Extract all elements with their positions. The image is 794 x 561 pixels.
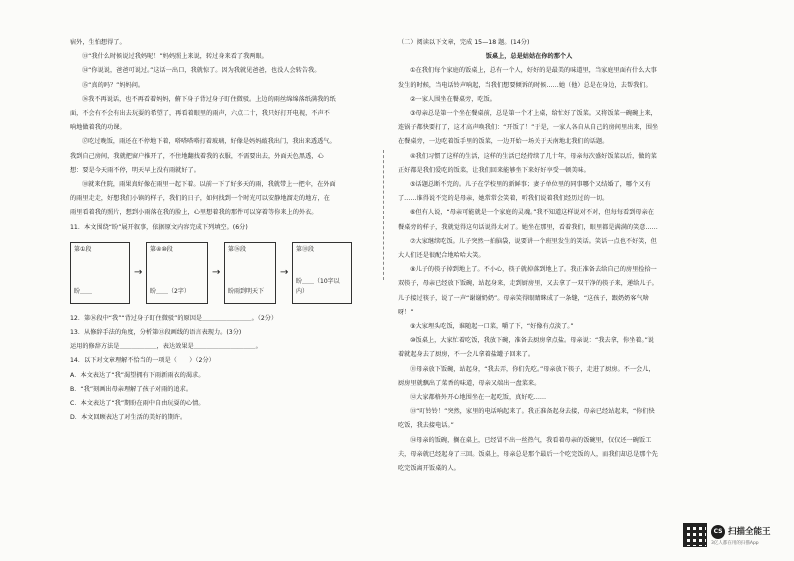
paragraph: ⑯我不再说话，也不再看着妈妈，俯下身子背过身子盯住微驳。上边的雨丝绵绵落纸满我的纸面，不会有不会有出去玩耍的希望了，再看着眼里的雨声，六点二十，我只好打开电视，不声不响地做着我的功课。: [70, 95, 336, 132]
question-11: 11．本文围绕“盼”展开叙事，依据原文内容完成下列填空。(6分): [70, 223, 248, 231]
paragraph: ⑤话题总断不完的。儿子在学校里的新鲜事；妻子单位里的同事哪个又结婚了，哪个又有了……谁得说不完的是母亲，她常常会笑着，听我们说着我们经历过的一切。: [398, 181, 651, 203]
flow-box-2: [146, 242, 208, 304]
paragraph: ⑮“真的吗？”妈妈问。: [82, 81, 145, 89]
flow-box-blank: 盼＿＿: [74, 287, 93, 295]
question-14: 14．以下对文章理解不恰当的一项是（ ）（2分）: [70, 357, 215, 365]
paragraph: ⑰吃过晚饭，雨还在不停地下着，嗒嗒嗒嗒打着玻璃，好像是妈妈敲我出门，我出来透透气。我到自己房间，我就把窗户推开了，不住地翻找着我的衣服，不需要出去，外面天色黑透，心想：要是今天雨不停，明天早上没有雨就好了。: [70, 138, 336, 174]
camscanner-logo-icon: CS: [711, 525, 725, 539]
paragraph: ⑱就来住院，雨果真好像在雨里一起下着。以前一下了好多天的雨，我就带上一把伞，在外面的雨里走走，好想我们小镇的样子，我们的日子，如何找到一个时光可以安静地溜走的地方，在雨里看着我的照片，想到小雨落在我的脸上，心里想着我的那件可以穿着等你来上的外衣。: [70, 181, 336, 217]
flow-box-label: 第⑯段: [228, 245, 247, 253]
flow-chart: [70, 238, 340, 310]
scanner-tagline: 3亿人都在用的扫描App: [711, 541, 759, 546]
arrow-icon: →: [134, 266, 143, 278]
paragraph: 宿外，生怕想得了。: [70, 39, 126, 46]
paragraph: ⑬“叮铃铃！”突然，家里的电话响起来了。我正准备起身去接，母亲已经站起来，“你们快吃饭，我去接电话。”: [398, 408, 655, 430]
paragraph: ②一家人围坐在餐桌旁，吃饭。: [410, 95, 496, 103]
flow-box-blank: 盼雨到明天下: [228, 287, 265, 295]
question-12: 12．第⑯段中“我”“背过身子盯住微驳”的原因是＿＿＿＿＿＿＿＿。（2分）: [70, 314, 278, 322]
flow-box-label: 第⑱段: [296, 245, 315, 253]
paragraph: ④我们习惯了这样的生活，这样的生活已经持续了几十年，母亲每次盛好饭菜以后，做的菜正好都是我们爱吃的饭菜，让我们回来能够坐下来好好享受一顿美味。: [398, 152, 657, 174]
flow-box-1: [70, 242, 130, 304]
paragraph: ⑭“你说说，爸爸可说过。”这话一出口，我就惊了。因为我就见爸爸，也没人会转告我。: [82, 67, 321, 75]
section-heading: （二）阅读以下文章，完成 15—18 题。(14分): [398, 39, 530, 46]
flow-box-4: [292, 242, 352, 304]
flow-box-label: 第④⑩段: [150, 245, 173, 253]
flow-box-3: [224, 242, 276, 304]
scanner-app-name: 扫描全能王: [728, 527, 771, 537]
paragraph: ⑭母亲的饭碗，搁在桌上，已经冒不出一丝热气，我看着母亲的饭碗里，仅仅还一碗饭工夫，母亲就已经起身了三回。饭桌上，母亲总是那个最后一个吃完饭的人，而我们却总是那个先吃完饭离开饭桌的人。: [398, 436, 658, 473]
paragraph: ⑨大家埋头吃饭，谁随起一口菜，嚼了下，“好像有点淡了。”: [410, 323, 574, 331]
question-13-blank: 运用的修辞方法是＿＿＿＿＿＿，表达效果是＿＿＿＿＿＿＿＿＿＿。: [70, 343, 262, 351]
flow-box-label: 第①段: [74, 245, 92, 253]
option-a: A．本文表达了“我”渴望拥有下雨新雨衣的渴求。: [70, 371, 205, 379]
paragraph: ⑫大家都格外开心地围坐在一起吃饭，真好吃……: [410, 394, 547, 402]
option-c: C．本文表达了“我”期盼在雨中自由玩耍的心情。: [70, 400, 205, 408]
option-d: D．本文回顾表达了对生活的美好的期许。: [70, 414, 187, 422]
paragraph: ⑩饭桌上，大家忙着吃饭，我放下碗，准备去厨房拿点盐。母亲说：“我去拿，你坐着。”说着就起身去了厨房，不一会儿拿着盐罐子回来了。: [398, 337, 654, 359]
question-13: 13．从修辞手法的角度，分析第⑬段画线的语言表现力。(3分): [70, 329, 242, 337]
right-column: [398, 36, 660, 476]
article-title: 饭桌上，总是姑姑在你的那个人: [485, 53, 573, 61]
paragraph: ⑥但有人说，“母亲可能就是一个家庭的灵魂。”我不知道这样说对不对，但每每看到母亲在餐桌旁的样子，我就觉得这句话说得太对了。她坐在那里，看着我们，眼里都是满满的笑意……: [398, 209, 658, 231]
paragraph: ⑦大家继续吃饭。儿子突然一拍脑袋，说要讲一个班里发生的笑话。笑话一点也不好笑，但大人们还是很配合地哈哈大笑。: [398, 237, 657, 260]
paragraph: ⑬“我什么时候说过我妈呢！”妈妈照上来说，转过身来看了我两眼。: [82, 53, 268, 61]
scanner-watermark: [683, 523, 783, 549]
paragraph: ①在我们每个家庭的饭桌上，总有一个人，好好的是最美的味道里，当家庭里面有什么大事发生的时候，当电话铃声响起，当我们想要倾诉的时候……她（他）总是在身边，去帮我们。: [398, 67, 657, 89]
paragraph: ⑧儿子的筷子掉到地上了。不小心，筷子就掉落到地上了。我正准备去给自己的房里捡拾一双筷子，母亲已经放下饭碗，站起身来，走到厨房里，又去拿了一双干净的筷子来，递给儿子。儿子接过筷子，说了一声“谢谢奶奶”。母亲笑得眼睛眯成了一条缝，“这孩子，跟奶奶客气啥呀！”: [398, 266, 658, 316]
qr-code-icon: [683, 523, 707, 547]
arrow-icon: →: [280, 266, 289, 278]
fold-line: [383, 150, 386, 280]
flow-box-blank: 盼＿＿（2字）: [150, 287, 190, 295]
option-b: B．“我”刻画出母亲理解了孩子对雨的追求。: [70, 385, 193, 393]
left-column: [70, 36, 340, 425]
paragraph: ③母亲总是第一个坐在餐桌前，总是第一个才上桌，给忙好了饭菜。又将饭菜一碗碗上来，连锅子都快要打了，这才高声唤我们：“开饭了！”于是，一家人各自从自己的房间里出来，围坐在餐桌旁，一边吃着饭手里的饭菜，一边开始一场关于天南地北我们的话题。: [398, 110, 659, 146]
flow-box-blank: 盼＿＿（10字以内）: [296, 277, 340, 295]
arrow-icon: →: [212, 266, 221, 278]
paragraph: ⑪母亲放下饭碗，站起身，“我去弄，你们先吃。”母亲放下筷子，走进了厨房。不一会儿，厨房里就飘出了菜香的味道，母亲又端出一盘菜来。: [398, 365, 655, 387]
